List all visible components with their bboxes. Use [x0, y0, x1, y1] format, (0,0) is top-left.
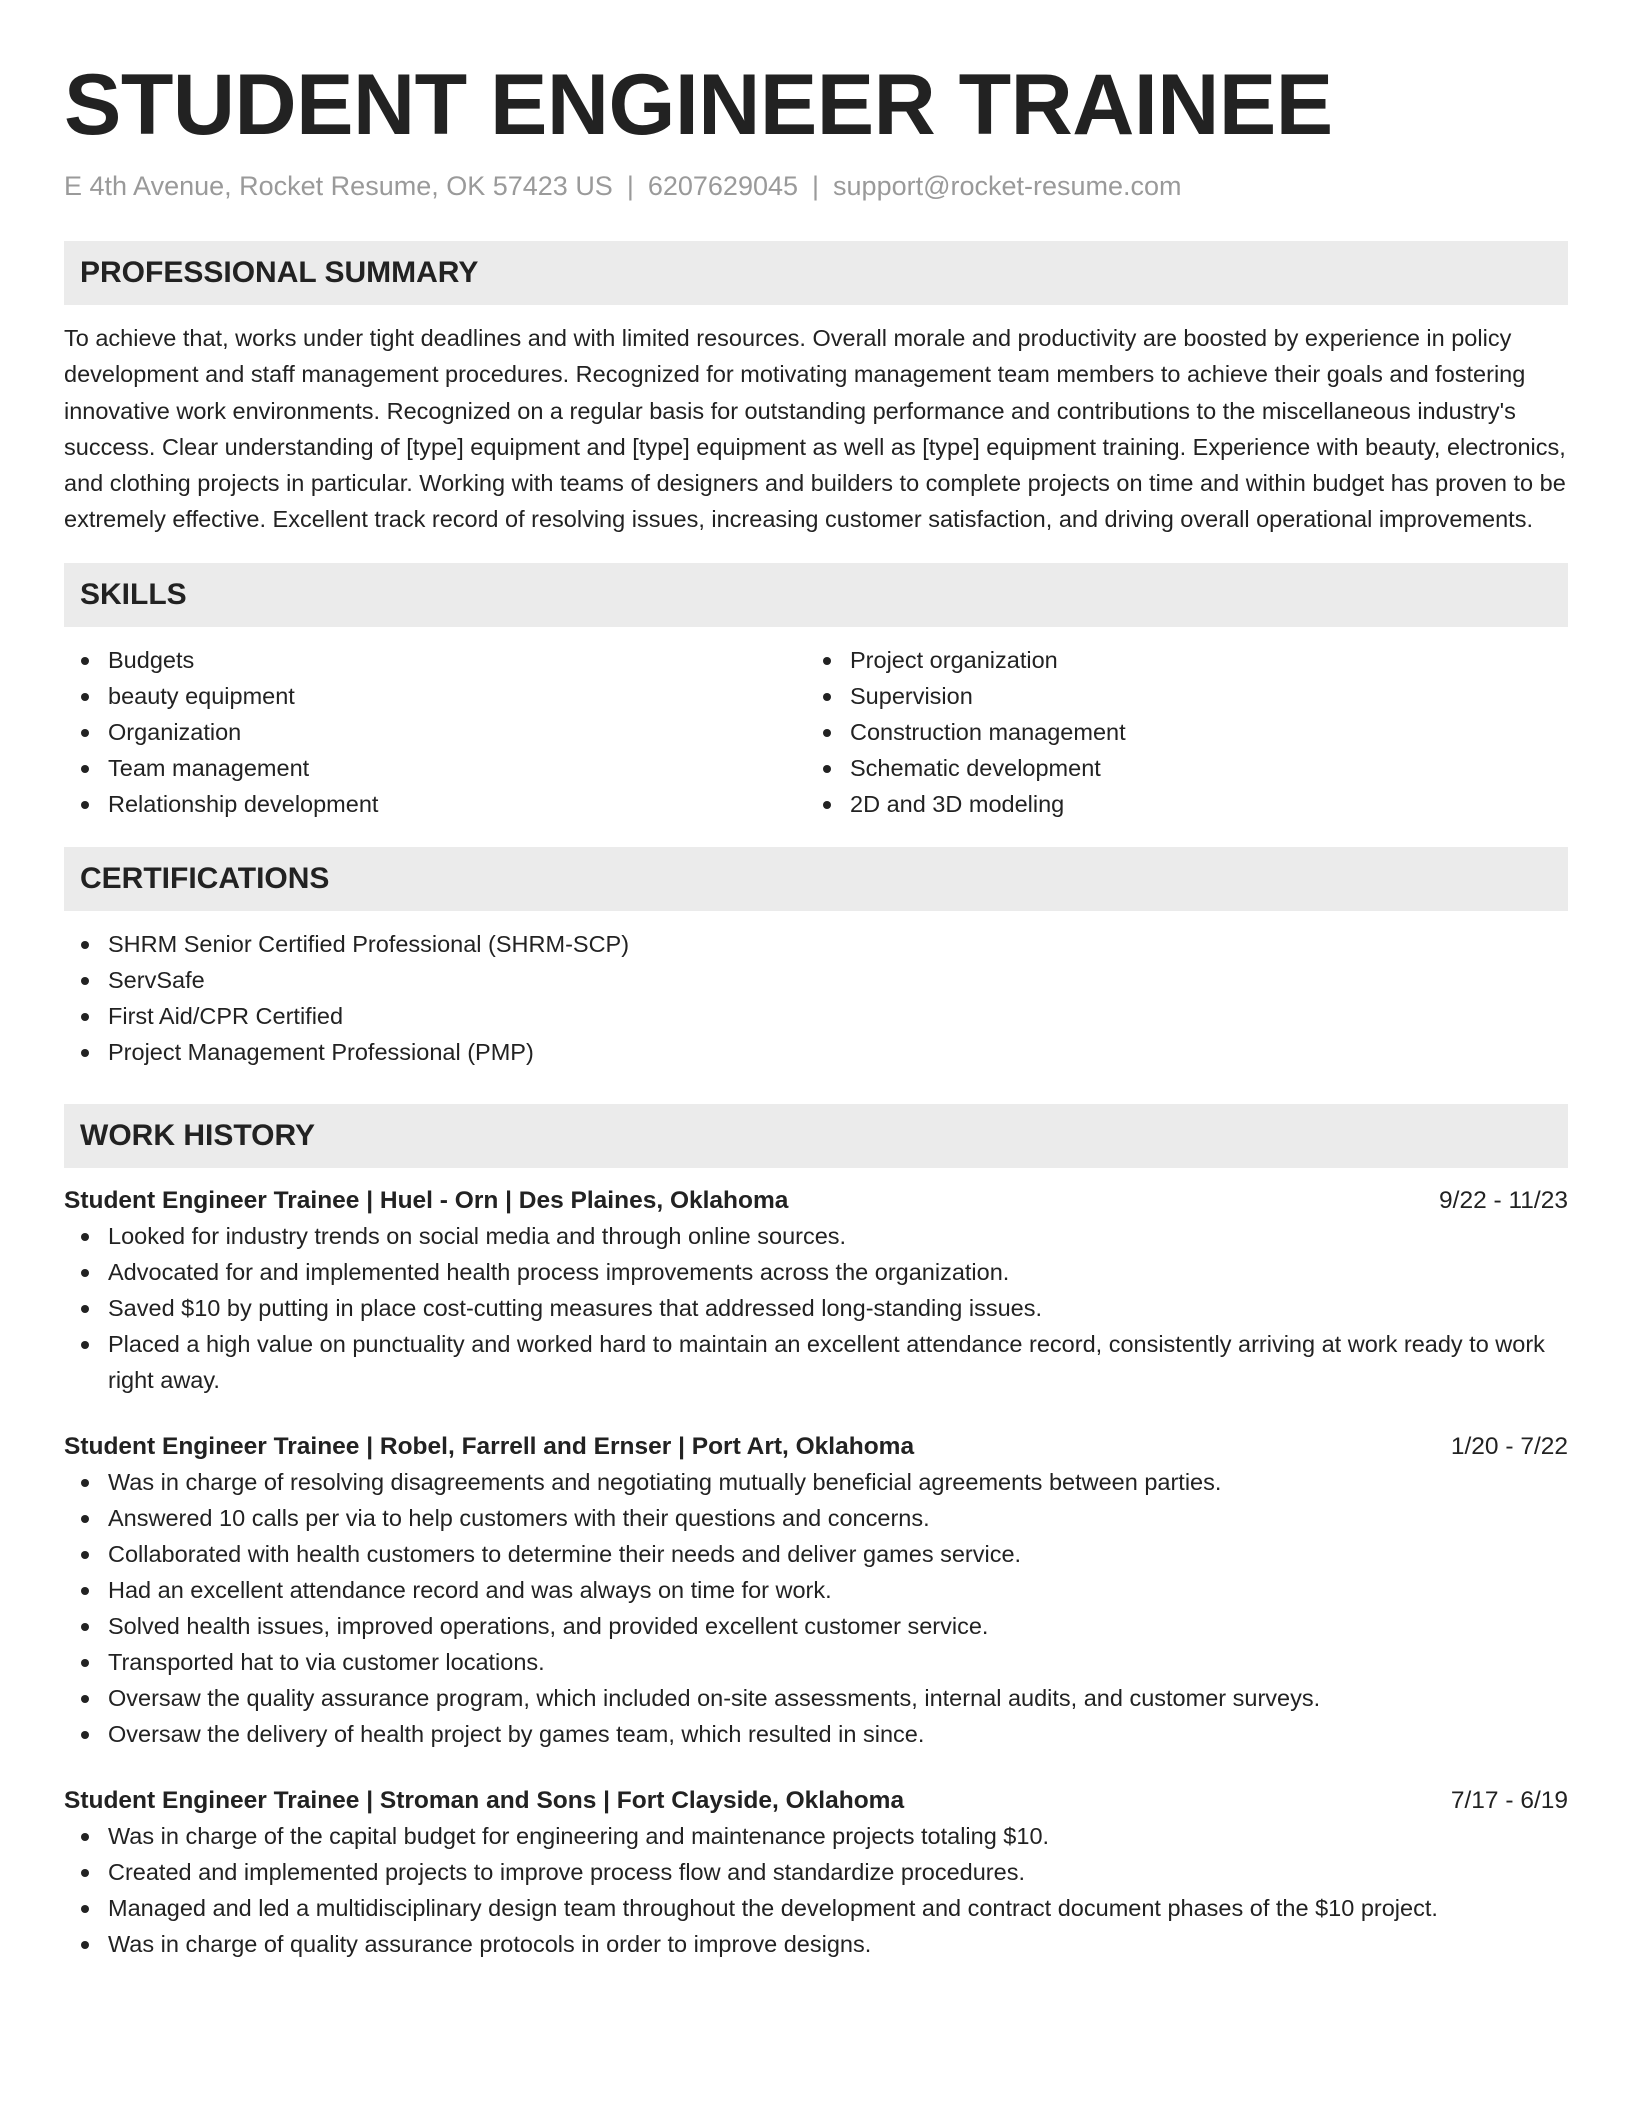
job-bullet: Managed and led a multidisciplinary design team throughout the development and contract document phases of the $10 project. [64, 1890, 1568, 1926]
section-heading-skills: SKILLS [64, 563, 1568, 627]
candidate-name: STUDENT ENGINEER TRAINEE [64, 57, 1333, 153]
skill-item: Project organization [806, 642, 1548, 678]
skills-list-right [806, 642, 1548, 822]
job-bullet-list [64, 1818, 1568, 1962]
job-header [64, 1184, 1568, 1218]
skill-item: 2D and 3D modeling [806, 786, 1548, 822]
job-bullet: Was in charge of quality assurance protocols in order to improve designs. [64, 1926, 1568, 1962]
job-bullet: Placed a high value on punctuality and worked hard to maintain an excellent attendance record, consistently arriving at work ready to work right away. [64, 1326, 1568, 1398]
job-bullet: Oversaw the delivery of health project by games team, which resulted in since. [64, 1716, 1568, 1752]
skill-item: Team management [64, 750, 806, 786]
job-dates: 9/22 - 11/23 [1439, 1186, 1568, 1214]
job-title: Student Engineer Trainee | Stroman and Sons | Fort Clayside, Oklahoma [64, 1786, 905, 1814]
section-heading-summary: PROFESSIONAL SUMMARY [64, 241, 1568, 305]
job-bullet: Was in charge of resolving disagreements and negotiating mutually beneficial agreements between parties. [64, 1464, 1568, 1500]
job-bullet: Had an excellent attendance record and was always on time for work. [64, 1572, 1568, 1608]
skill-item: Construction management [806, 714, 1548, 750]
skills-list-left [64, 642, 806, 822]
section-heading-work-history: WORK HISTORY [64, 1104, 1568, 1168]
contact-email[interactable]: support@rocket-resume.com [833, 171, 1182, 201]
skill-item: Relationship development [64, 786, 806, 822]
contact-separator: | [812, 171, 820, 201]
certification-item: SHRM Senior Certified Professional (SHRM-SCP) [64, 926, 1568, 962]
summary-text: To achieve that, works under tight deadlines and with limited resources. Overall morale and productivity are boosted by experience in policy development and staff management procedures. Recognized for motivating management team members to achieve their goals and fostering innovative work environments. Recognized on a regular basis for outstanding performance and contributions to the miscellaneous industry's success. Clear understanding of [type] equipment and [type] equipment as well as [type] equipment training. Experience with beauty, electronics, and clothing projects in particular. Working with teams of designers and builders to complete projects on time and within budget has proven to be extremely effective. Excellent track record of resolving issues, increasing customer satisfaction, and driving overall operational improvements. [64, 325, 1566, 533]
job-bullet: Saved $10 by putting in place cost-cutting measures that addressed long-standing issues. [64, 1290, 1568, 1326]
contact-line [64, 169, 1568, 203]
job-entry [64, 1184, 1568, 1398]
job-bullet: Advocated for and implemented health process improvements across the organization. [64, 1254, 1568, 1290]
contact-phone: 6207629045 [647, 171, 799, 201]
job-bullet: Transported hat to via customer locations. [64, 1644, 1568, 1680]
job-dates: 1/20 - 7/22 [1450, 1432, 1568, 1460]
skill-item: Schematic development [806, 750, 1548, 786]
job-title: Student Engineer Trainee | Huel - Orn | Des Plaines, Oklahoma [64, 1186, 789, 1214]
job-bullet: Answered 10 calls per via to help customers with their questions and concerns. [64, 1500, 1568, 1536]
certification-item: ServSafe [64, 962, 1568, 998]
job-bullet-list [64, 1218, 1568, 1398]
resume-page [64, 0, 1568, 1962]
job-bullet: Created and implemented projects to improve process flow and standardize procedures. [64, 1854, 1568, 1890]
job-dates: 7/17 - 6/19 [1450, 1786, 1568, 1814]
job-bullet: Solved health issues, improved operations, and provided excellent customer service. [64, 1608, 1568, 1644]
job-bullet: Looked for industry trends on social media and through online sources. [64, 1218, 1568, 1254]
skill-item: Organization [64, 714, 806, 750]
job-header [64, 1784, 1568, 1818]
job-bullet: Collaborated with health customers to determine their needs and deliver games service. [64, 1536, 1568, 1572]
skill-item: Supervision [806, 678, 1548, 714]
job-entry [64, 1430, 1568, 1752]
skill-item: beauty equipment [64, 678, 806, 714]
certification-item: Project Management Professional (PMP) [64, 1034, 1568, 1070]
contact-address: E 4th Avenue, Rocket Resume, OK 57423 US [64, 171, 613, 201]
certifications-list [64, 926, 1568, 1070]
contact-separator: | [626, 171, 634, 201]
skills-grid [64, 642, 1568, 822]
certification-item: First Aid/CPR Certified [64, 998, 1568, 1034]
section-heading-certifications: CERTIFICATIONS [64, 847, 1568, 911]
skill-item: Budgets [64, 642, 806, 678]
job-bullet: Oversaw the quality assurance program, which included on-site assessments, internal audits, and customer surveys. [64, 1680, 1568, 1716]
job-header [64, 1430, 1568, 1464]
job-title: Student Engineer Trainee | Robel, Farrell and Ernser | Port Art, Oklahoma [64, 1432, 915, 1460]
job-bullet-list [64, 1464, 1568, 1752]
job-entry [64, 1784, 1568, 1962]
job-bullet: Was in charge of the capital budget for engineering and maintenance projects totaling $10. [64, 1818, 1568, 1854]
